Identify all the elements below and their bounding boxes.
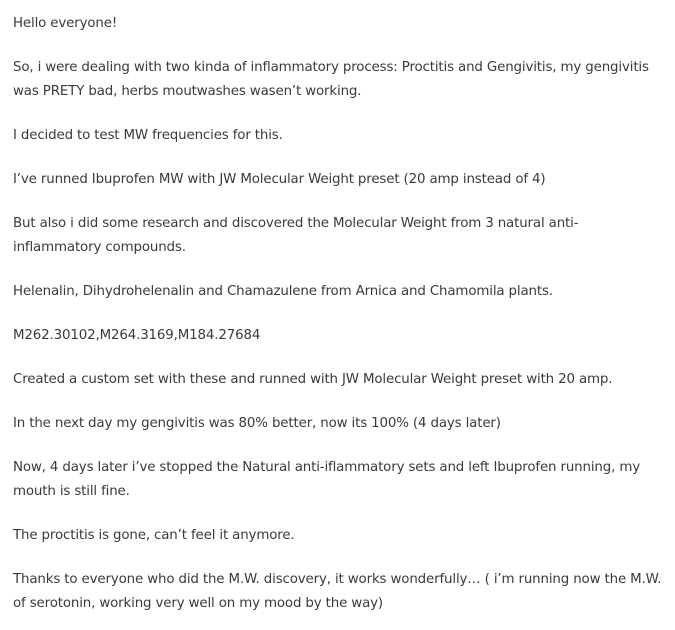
post-paragraph-proctitis: The proctitis is gone, can’t feel it anymore. <box>13 528 295 543</box>
post-paragraph-custom-set: Created a custom set with these and runned with JW Molecular Weight preset with 20 amp. <box>13 372 613 387</box>
post-paragraph-greeting: Hello everyone! <box>13 16 118 31</box>
post-paragraph-molecular-weights: M262.30102,M264.3169,M184.27684 <box>13 328 261 343</box>
post-paragraph-result: In the next day my gengivitis was 80% better, now its 100% (4 days later) <box>13 416 501 431</box>
post-paragraph-followup: Now, 4 days later i’ve stopped the Natural anti-iflammatory sets and left Ibuprofen running, my mouth is still fine. <box>13 460 640 499</box>
post-paragraph-research: But also i did some research and discovered the Molecular Weight from 3 natural anti-inflammatory compounds. <box>13 216 579 255</box>
post-paragraph-ibuprofen: I’ve runned Ibuprofen MW with JW Molecular Weight preset (20 amp instead of 4) <box>13 172 546 187</box>
post-paragraph-thanks: Thanks to everyone who did the M.W. discovery, it works wonderfully… ( i’m running now the M.W. of serotonin, working very well on my mood by the way) <box>13 572 662 611</box>
post-paragraph-decision: I decided to test MW frequencies for this. <box>13 128 283 143</box>
post-paragraph-compounds: Helenalin, Dihydrohelenalin and Chamazulene from Arnica and Chamomila plants. <box>13 284 553 299</box>
post-paragraph-problem: So, i were dealing with two kinda of inflammatory process: Proctitis and Gengivitis, my gengivitis was PRETY bad, herbs moutwashes wasen’t working. <box>13 60 649 99</box>
